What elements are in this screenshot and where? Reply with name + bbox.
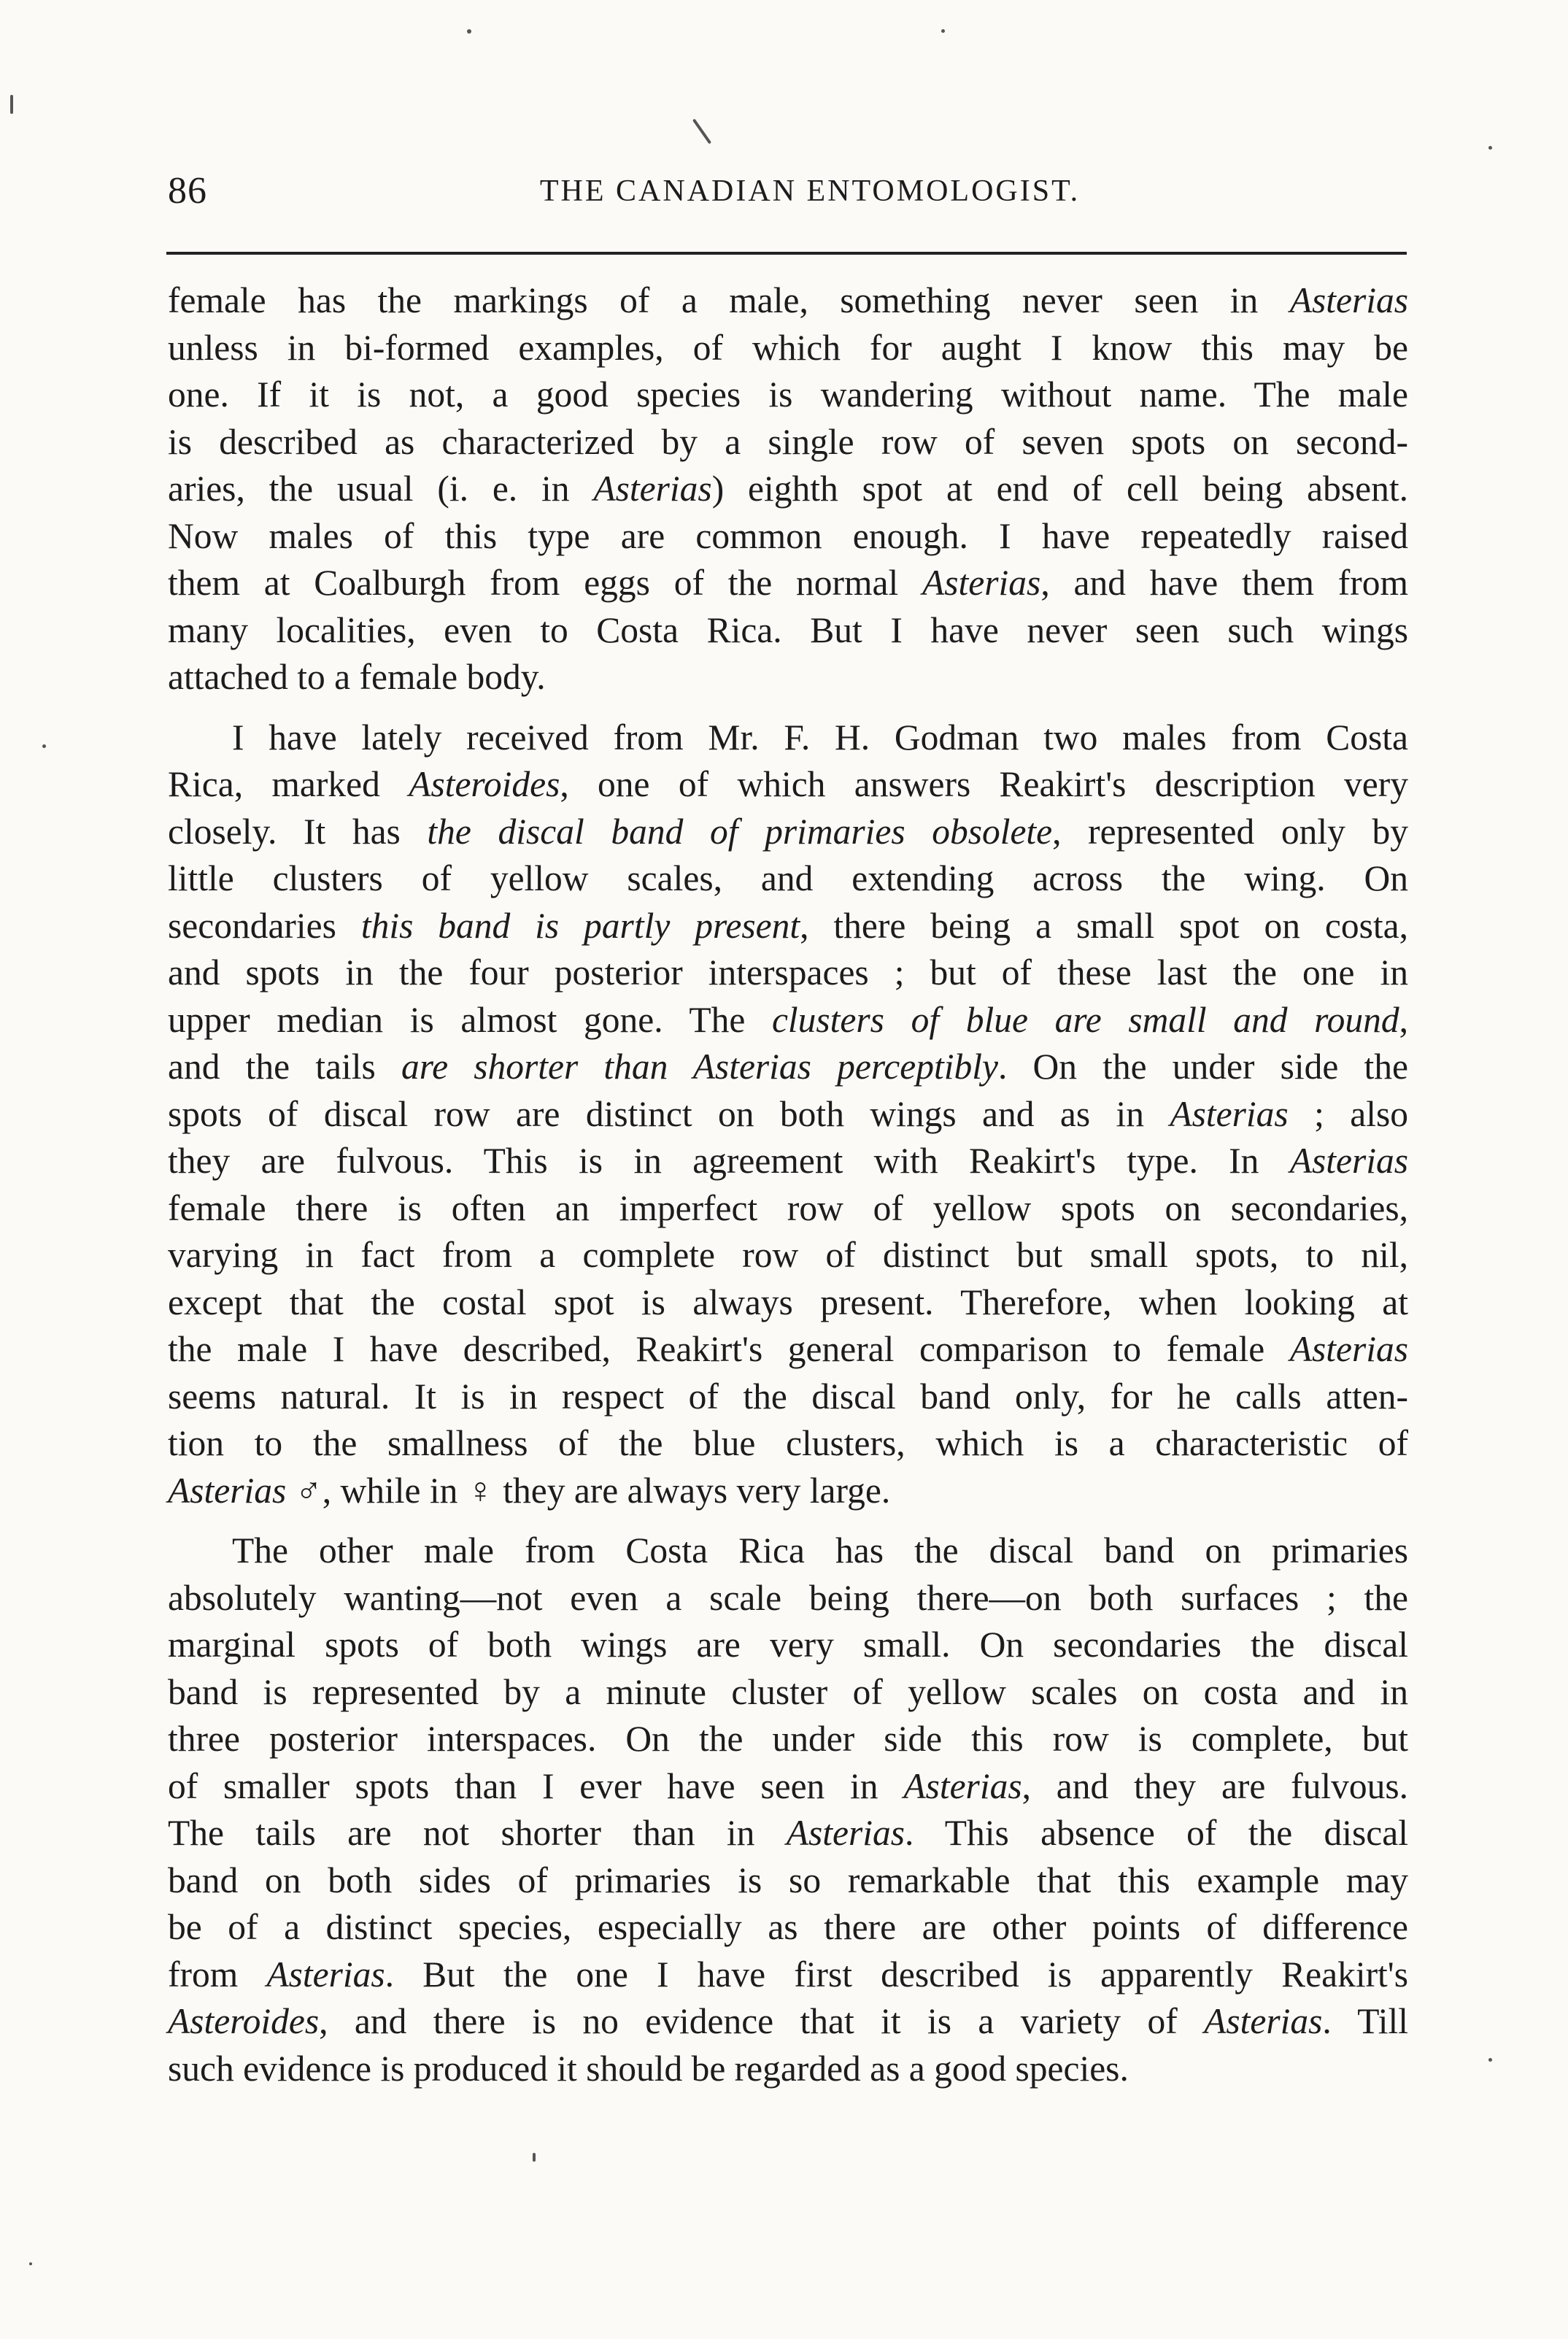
text-line: female has the markings of a male, something never seen in Asterias — [168, 280, 1408, 320]
text-line: tion to the smallness of the blue clusters, which is a characteristic of — [168, 1423, 1408, 1463]
text-line: one. If it is not, a good species is wandering without name. The male — [168, 374, 1408, 415]
text-line: many localities, even to Costa Rica. But I have never seen such wings — [168, 609, 1408, 650]
scan-speck — [1488, 2058, 1492, 2062]
paragraph-3 — [168, 1527, 1408, 2092]
scan-speck — [1488, 146, 1492, 150]
page-header — [168, 169, 1408, 220]
text-line: and the tails are shorter than Asterias perceptibly. On the under side the — [168, 1047, 1409, 1087]
text-line: Asteroides, and there is no evidence that it is a variety of Asterias. Till — [168, 2001, 1408, 2041]
text-line: such evidence is produced it should be regarded as a good species. — [168, 2048, 1129, 2089]
text-line: spots of discal row are distinct on both wings and as in Asterias ; also — [168, 1093, 1408, 1134]
text-line: three posterior interspaces. On the under side this row is complete, but — [168, 1719, 1408, 1759]
scan-speck — [42, 744, 46, 748]
page-number: 86 — [168, 170, 207, 212]
text-line: The other male from Costa Rica has the discal band on primaries — [232, 1530, 1408, 1571]
text-line: Rica, marked Asteroides, one of which answers Reakirt's description very — [168, 764, 1409, 804]
text-line: band on both sides of primaries is so remarkable that this example may — [168, 1860, 1408, 1900]
text-line: female there is often an imperfect row of yellow spots on secondaries, — [168, 1187, 1408, 1228]
text-line: be of a distinct species, especially as there are other points of difference — [168, 1907, 1408, 1947]
scan-speck — [692, 118, 711, 144]
text-line: is described as characterized by a single row of seven spots on second- — [168, 421, 1408, 462]
text-line: upper median is almost gone. The clusters of blue are small and round, — [168, 999, 1408, 1040]
scan-speck — [533, 2153, 536, 2162]
header-rule — [166, 252, 1407, 255]
text-line: of smaller spots than I ever have seen in Asterias, and they are fulvous. — [168, 1765, 1408, 1806]
text-line: from Asterias. But the one I have first described is apparently Reakirt's — [168, 1954, 1408, 1995]
text-line: The tails are not shorter than in Asterias. This absence of the discal — [168, 1813, 1408, 1853]
text-line: little clusters of yellow scales, and extending across the wing. On — [168, 858, 1408, 898]
text-line: them at Coalburgh from eggs of the normal Asterias, and have them from — [168, 563, 1408, 603]
text-line: absolutely wanting—not even a scale being there—on both surfaces ; the — [168, 1577, 1408, 1618]
text-line: Asterias ♂, while in ♀ they are always very large. — [168, 1470, 891, 1511]
scan-speck — [941, 29, 945, 33]
text-line: unless in bi-formed examples, of which for aught I know this may be — [168, 327, 1408, 368]
text-line: they are fulvous. This is in agreement with Reakirt's type. In Asterias — [168, 1141, 1408, 1181]
running-title: THE CANADIAN ENTOMOLOGIST. — [539, 174, 1081, 208]
paragraph-1 — [168, 277, 1408, 701]
scan-speck — [29, 2262, 32, 2265]
text-line: band is represented by a minute cluster of yellow scales on costa and in — [168, 1671, 1408, 1712]
paragraph-2 — [168, 714, 1408, 1515]
text-line: aries, the usual (i. e. in Asterias) eighth spot at end of cell being absent. — [168, 469, 1408, 509]
scan-speck — [10, 95, 13, 114]
text-line: I have lately received from Mr. F. H. Godman two males from Costa — [232, 717, 1408, 758]
article-body — [168, 277, 1408, 2092]
text-line: except that the costal spot is always present. Therefore, when looking at — [168, 1282, 1408, 1322]
text-line: marginal spots of both wings are very small. On secondaries the discal — [168, 1625, 1408, 1665]
text-line: closely. It has the discal band of primaries obsolete, represented only by — [168, 811, 1408, 852]
text-line: secondaries this band is partly present, there being a small spot on costa, — [168, 905, 1408, 946]
text-line: the male I have described, Reakirt's general comparison to female Asterias — [168, 1329, 1408, 1369]
text-line: Now males of this type are common enough. I have repeatedly raised — [168, 515, 1408, 556]
scan-speck — [467, 29, 471, 34]
text-line: varying in fact from a complete row of distinct but small spots, to nil, — [168, 1235, 1408, 1275]
text-line: seems natural. It is in respect of the discal band only, for he calls atten- — [168, 1376, 1408, 1417]
text-line: attached to a female body. — [168, 657, 546, 697]
text-line: and spots in the four posterior interspaces ; but of these last the one in — [168, 952, 1408, 993]
